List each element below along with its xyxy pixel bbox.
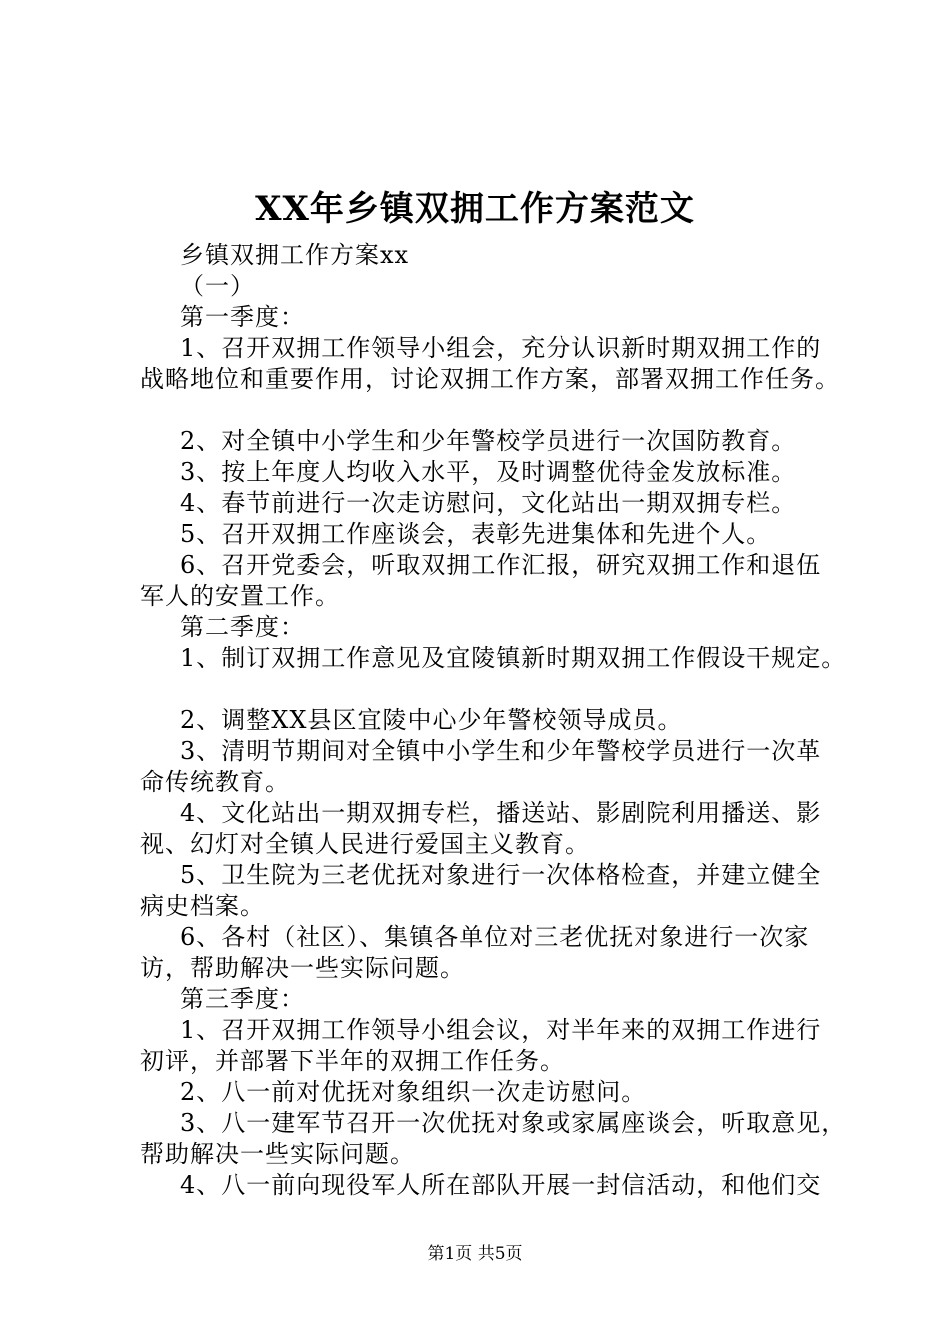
text-line: 3、清明节期间对全镇中小学生和少年警校学员进行一次革 [180,737,822,765]
text-line: （一） [180,272,255,300]
text-line: 战略地位和重要作用，讨论双拥工作方案，部署双拥工作任务。 [140,365,840,393]
text-line: 6、各村（社区）、集镇各单位对三老优抚对象进行一次家 [180,923,810,951]
text-line: 3、按上年度人均收入水平，及时调整优待金发放标准。 [180,458,797,486]
text-line: 4、八一前向现役军人所在部队开展一封信活动，和他们交 [180,1171,822,1199]
page-footer: 第1页 共5页 [427,1244,523,1264]
text-line: 5、卫生院为三老优抚对象进行一次体格检查，并建立健全 [180,861,822,889]
text-line: 乡镇双拥工作方案xx [180,241,410,269]
document-title: XX年乡镇双拥工作方案范文 [255,189,695,229]
text-line: 3、八一建军节召开一次优抚对象或家属座谈会，听取意见， [180,1109,847,1137]
text-line: 4、春节前进行一次走访慰问，文化站出一期双拥专栏。 [180,489,797,517]
text-line: 1、召开双拥工作领导小组会，充分认识新时期双拥工作的 [180,334,822,362]
text-line: 2、调整XX县区宜陵中心少年警校领导成员。 [180,706,683,734]
text-line: 第一季度： [180,303,305,331]
text-line: 5、召开双拥工作座谈会，表彰先进集体和先进个人。 [180,520,772,548]
text-line: 4、文化站出一期双拥专栏，播送站、影剧院利用播送、影 [180,799,822,827]
text-line: 6、召开党委会，听取双拥工作汇报，研究双拥工作和退伍 [180,551,822,579]
text-line: 1、召开双拥工作领导小组会议，对半年来的双拥工作进行 [180,1016,822,1044]
document-body [140,240,847,1201]
text-line: 第三季度： [180,985,305,1013]
text-line: 第二季度： [180,613,305,641]
text-line: 视、幻灯对全镇人民进行爱国主义教育。 [140,830,590,858]
text-line: 2、对全镇中小学生和少年警校学员进行一次国防教育。 [180,427,797,455]
text-line: 军人的安置工作。 [140,582,340,610]
blank-line [140,674,840,705]
text-line: 帮助解决一些实际问题。 [140,1140,415,1168]
blank-line [140,395,840,426]
text-line: 1、制订双拥工作意见及宜陵镇新时期双拥工作假设干规定。 [180,644,847,672]
text-line: 2、八一前对优抚对象组织一次走访慰问。 [180,1078,647,1106]
text-line: 初评，并部署下半年的双拥工作任务。 [140,1047,565,1075]
text-line: 命传统教育。 [140,768,290,796]
text-line: 病史档案。 [140,892,265,920]
text-line: 访，帮助解决一些实际问题。 [140,954,465,982]
